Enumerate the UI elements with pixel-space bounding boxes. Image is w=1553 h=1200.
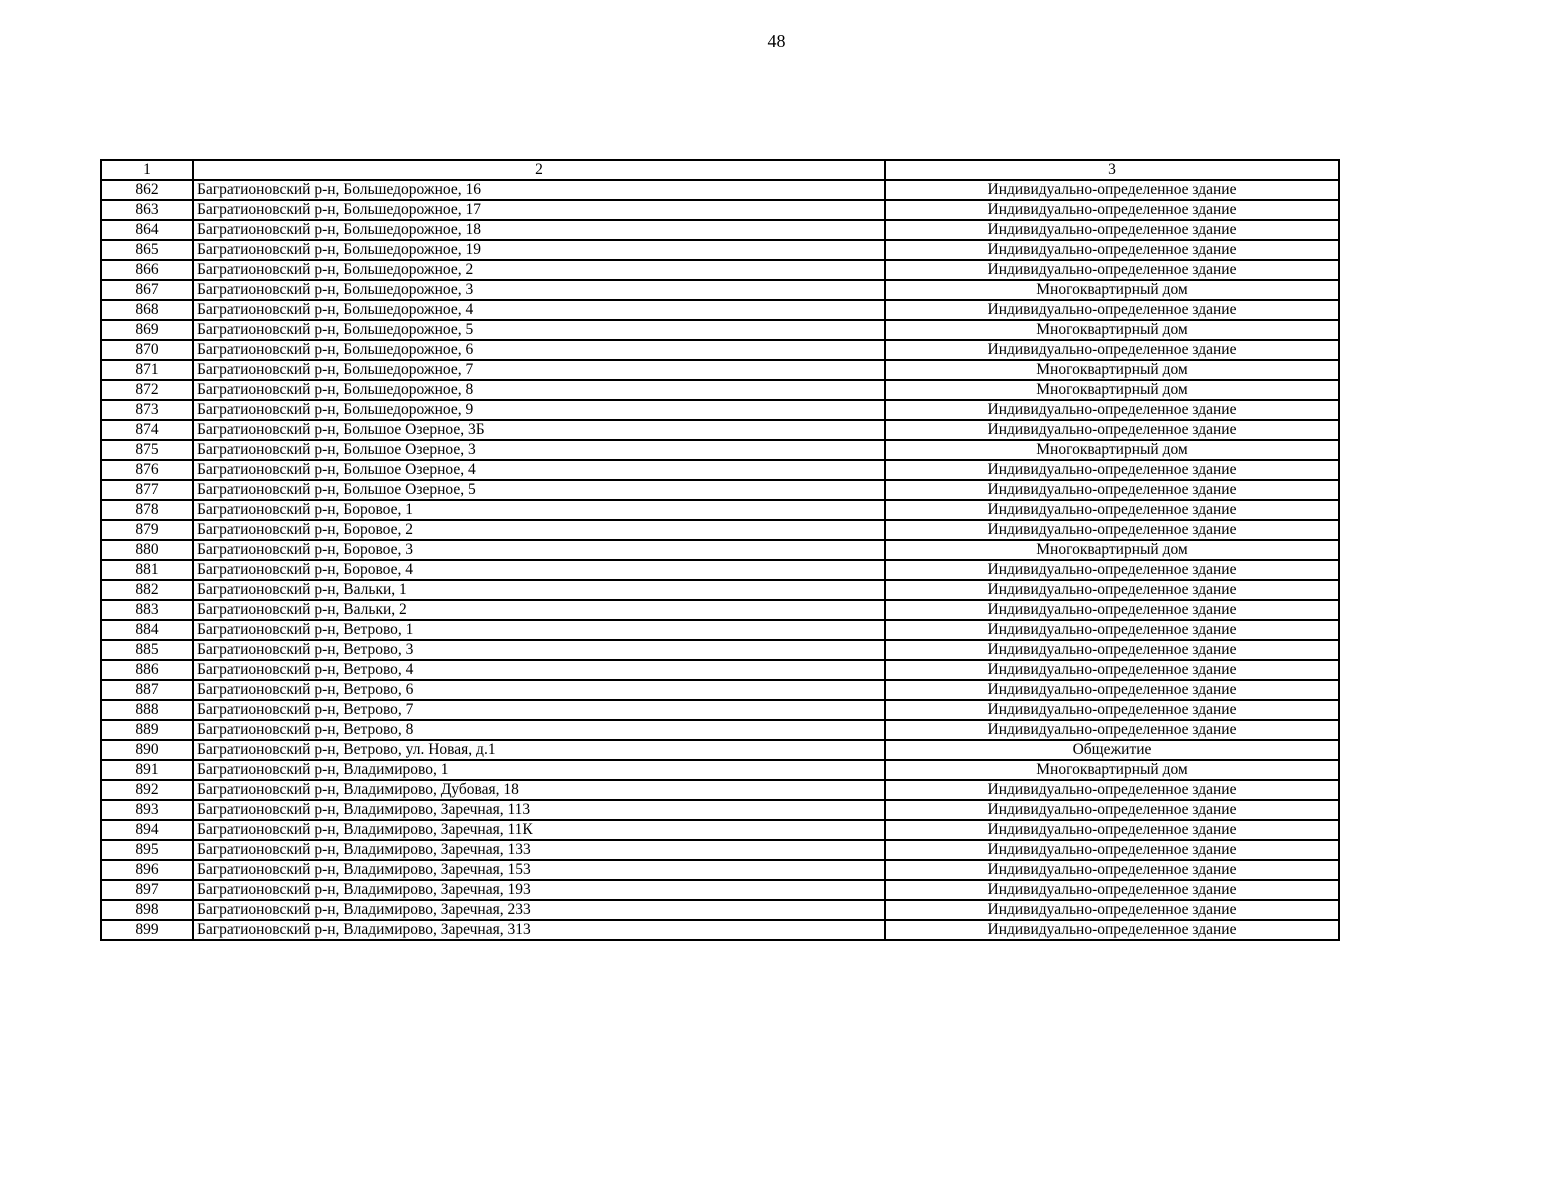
row-number-cell: 890 <box>101 740 193 760</box>
building-type-cell: Индивидуально-определенное здание <box>885 700 1339 720</box>
address-cell: Багратионовский р-н, Ветрово, 1 <box>193 620 885 640</box>
row-number-cell: 868 <box>101 300 193 320</box>
table-row <box>101 640 1339 660</box>
row-number-cell: 864 <box>101 220 193 240</box>
row-number-cell: 884 <box>101 620 193 640</box>
table-row <box>101 180 1339 200</box>
address-cell: Багратионовский р-н, Большое Озерное, 4 <box>193 460 885 480</box>
table-row <box>101 440 1339 460</box>
address-cell: Багратионовский р-н, Большедорожное, 8 <box>193 380 885 400</box>
table-row <box>101 540 1339 560</box>
row-number-cell: 898 <box>101 900 193 920</box>
address-cell: Багратионовский р-н, Большедорожное, 17 <box>193 200 885 220</box>
column-header-3: 3 <box>885 160 1339 180</box>
table-row <box>101 860 1339 880</box>
building-type-cell: Индивидуально-определенное здание <box>885 680 1339 700</box>
row-number-cell: 886 <box>101 660 193 680</box>
building-type-cell: Индивидуально-определенное здание <box>885 900 1339 920</box>
row-number-cell: 873 <box>101 400 193 420</box>
address-cell: Багратионовский р-н, Ветрово, 6 <box>193 680 885 700</box>
row-number-cell: 862 <box>101 180 193 200</box>
building-type-cell: Индивидуально-определенное здание <box>885 640 1339 660</box>
row-number-cell: 870 <box>101 340 193 360</box>
address-cell: Багратионовский р-н, Владимирово, Заречная, 113 <box>193 800 885 820</box>
table-row <box>101 460 1339 480</box>
table-row <box>101 880 1339 900</box>
row-number-cell: 894 <box>101 820 193 840</box>
building-type-cell: Многоквартирный дом <box>885 540 1339 560</box>
table-row <box>101 760 1339 780</box>
row-number-cell: 876 <box>101 460 193 480</box>
table-row <box>101 200 1339 220</box>
building-type-cell: Индивидуально-определенное здание <box>885 820 1339 840</box>
table-row <box>101 720 1339 740</box>
address-cell: Багратионовский р-н, Ветрово, ул. Новая, д.1 <box>193 740 885 760</box>
building-type-cell: Индивидуально-определенное здание <box>885 720 1339 740</box>
building-type-cell: Многоквартирный дом <box>885 380 1339 400</box>
row-number-cell: 892 <box>101 780 193 800</box>
building-type-cell: Индивидуально-определенное здание <box>885 500 1339 520</box>
row-number-cell: 863 <box>101 200 193 220</box>
address-cell: Багратионовский р-н, Большедорожное, 9 <box>193 400 885 420</box>
page-number: 48 <box>767 31 786 51</box>
building-type-cell: Индивидуально-определенное здание <box>885 560 1339 580</box>
table-row <box>101 260 1339 280</box>
row-number-cell: 891 <box>101 760 193 780</box>
table-row <box>101 500 1339 520</box>
row-number-cell: 897 <box>101 880 193 900</box>
row-number-cell: 893 <box>101 800 193 820</box>
table-row <box>101 480 1339 500</box>
building-type-cell: Индивидуально-определенное здание <box>885 880 1339 900</box>
table-row <box>101 800 1339 820</box>
building-type-cell: Многоквартирный дом <box>885 320 1339 340</box>
address-cell: Багратионовский р-н, Большедорожное, 19 <box>193 240 885 260</box>
building-type-cell: Индивидуально-определенное здание <box>885 800 1339 820</box>
table-row <box>101 380 1339 400</box>
address-cell: Багратионовский р-н, Большедорожное, 7 <box>193 360 885 380</box>
row-number-cell: 874 <box>101 420 193 440</box>
address-cell: Багратионовский р-н, Боровое, 4 <box>193 560 885 580</box>
row-number-cell: 865 <box>101 240 193 260</box>
address-cell: Багратионовский р-н, Ветрово, 8 <box>193 720 885 740</box>
row-number-cell: 888 <box>101 700 193 720</box>
address-cell: Багратионовский р-н, Ветрово, 3 <box>193 640 885 660</box>
building-type-cell: Многоквартирный дом <box>885 440 1339 460</box>
address-cell: Багратионовский р-н, Вальки, 1 <box>193 580 885 600</box>
column-header-1: 1 <box>101 160 193 180</box>
address-cell: Багратионовский р-н, Владимирово, 1 <box>193 760 885 780</box>
building-type-cell: Индивидуально-определенное здание <box>885 300 1339 320</box>
table-row <box>101 560 1339 580</box>
row-number-cell: 875 <box>101 440 193 460</box>
row-number-cell: 887 <box>101 680 193 700</box>
address-cell: Багратионовский р-н, Ветрово, 4 <box>193 660 885 680</box>
building-type-cell: Индивидуально-определенное здание <box>885 460 1339 480</box>
building-type-cell: Индивидуально-определенное здание <box>885 180 1339 200</box>
table-row <box>101 280 1339 300</box>
address-cell: Багратионовский р-н, Большедорожное, 5 <box>193 320 885 340</box>
table-row <box>101 840 1339 860</box>
row-number-cell: 882 <box>101 580 193 600</box>
address-cell: Багратионовский р-н, Ветрово, 7 <box>193 700 885 720</box>
building-type-cell: Индивидуально-определенное здание <box>885 840 1339 860</box>
table-row <box>101 700 1339 720</box>
table-row <box>101 420 1339 440</box>
building-type-cell: Индивидуально-определенное здание <box>885 520 1339 540</box>
table-row <box>101 780 1339 800</box>
address-cell: Багратионовский р-н, Большедорожное, 16 <box>193 180 885 200</box>
table-row <box>101 220 1339 240</box>
table-row <box>101 520 1339 540</box>
row-number-cell: 889 <box>101 720 193 740</box>
address-cell: Багратионовский р-н, Большедорожное, 2 <box>193 260 885 280</box>
address-cell: Багратионовский р-н, Большедорожное, 18 <box>193 220 885 240</box>
address-cell: Багратионовский р-н, Владимирово, Заречная, 313 <box>193 920 885 940</box>
building-type-cell: Индивидуально-определенное здание <box>885 420 1339 440</box>
building-type-cell: Индивидуально-определенное здание <box>885 580 1339 600</box>
address-cell: Багратионовский р-н, Большое Озерное, 3Б <box>193 420 885 440</box>
table-row <box>101 240 1339 260</box>
table-row <box>101 580 1339 600</box>
row-number-cell: 880 <box>101 540 193 560</box>
building-type-cell: Индивидуально-определенное здание <box>885 620 1339 640</box>
address-cell: Багратионовский р-н, Большедорожное, 3 <box>193 280 885 300</box>
building-type-cell: Индивидуально-определенное здание <box>885 860 1339 880</box>
address-cell: Багратионовский р-н, Вальки, 2 <box>193 600 885 620</box>
row-number-cell: 878 <box>101 500 193 520</box>
table-row <box>101 620 1339 640</box>
building-type-cell: Индивидуально-определенное здание <box>885 220 1339 240</box>
address-cell: Багратионовский р-н, Владимирово, Дубовая, 18 <box>193 780 885 800</box>
table-row <box>101 400 1339 420</box>
row-number-cell: 872 <box>101 380 193 400</box>
table-row <box>101 360 1339 380</box>
row-number-cell: 895 <box>101 840 193 860</box>
table-row <box>101 900 1339 920</box>
row-number-cell: 896 <box>101 860 193 880</box>
table-row <box>101 820 1339 840</box>
registry-table <box>100 159 1340 941</box>
address-cell: Багратионовский р-н, Боровое, 1 <box>193 500 885 520</box>
row-number-cell: 881 <box>101 560 193 580</box>
table-row <box>101 300 1339 320</box>
building-type-cell: Индивидуально-определенное здание <box>885 920 1339 940</box>
building-type-cell: Индивидуально-определенное здание <box>885 600 1339 620</box>
address-cell: Багратионовский р-н, Большедорожное, 6 <box>193 340 885 360</box>
building-type-cell: Индивидуально-определенное здание <box>885 660 1339 680</box>
address-cell: Багратионовский р-н, Боровое, 3 <box>193 540 885 560</box>
row-number-cell: 877 <box>101 480 193 500</box>
building-type-cell: Индивидуально-определенное здание <box>885 480 1339 500</box>
row-number-cell: 867 <box>101 280 193 300</box>
address-cell: Багратионовский р-н, Владимирово, Заречная, 11К <box>193 820 885 840</box>
registry-table-body <box>101 160 1339 940</box>
row-number-cell: 869 <box>101 320 193 340</box>
row-number-cell: 879 <box>101 520 193 540</box>
address-cell: Багратионовский р-н, Большедорожное, 4 <box>193 300 885 320</box>
table-row <box>101 320 1339 340</box>
row-number-cell: 866 <box>101 260 193 280</box>
building-type-cell: Индивидуально-определенное здание <box>885 400 1339 420</box>
building-type-cell: Индивидуально-определенное здание <box>885 780 1339 800</box>
table-row <box>101 340 1339 360</box>
row-number-cell: 883 <box>101 600 193 620</box>
building-type-cell: Многоквартирный дом <box>885 280 1339 300</box>
table-row <box>101 680 1339 700</box>
row-number-cell: 871 <box>101 360 193 380</box>
address-cell: Багратионовский р-н, Боровое, 2 <box>193 520 885 540</box>
address-cell: Багратионовский р-н, Владимирово, Заречная, 233 <box>193 900 885 920</box>
building-type-cell: Индивидуально-определенное здание <box>885 240 1339 260</box>
address-cell: Багратионовский р-н, Большое Озерное, 3 <box>193 440 885 460</box>
building-type-cell: Многоквартирный дом <box>885 760 1339 780</box>
building-type-cell: Общежитие <box>885 740 1339 760</box>
row-number-cell: 899 <box>101 920 193 940</box>
building-type-cell: Индивидуально-определенное здание <box>885 340 1339 360</box>
column-header-2: 2 <box>193 160 885 180</box>
table-row <box>101 740 1339 760</box>
table-row <box>101 660 1339 680</box>
table-row <box>101 920 1339 940</box>
address-cell: Багратионовский р-н, Владимирово, Заречная, 153 <box>193 860 885 880</box>
table-row <box>101 600 1339 620</box>
row-number-cell: 885 <box>101 640 193 660</box>
building-type-cell: Многоквартирный дом <box>885 360 1339 380</box>
building-type-cell: Индивидуально-определенное здание <box>885 260 1339 280</box>
table-header-row <box>101 160 1339 180</box>
address-cell: Багратионовский р-н, Владимирово, Заречная, 133 <box>193 840 885 860</box>
building-type-cell: Индивидуально-определенное здание <box>885 200 1339 220</box>
address-cell: Багратионовский р-н, Владимирово, Заречная, 193 <box>193 880 885 900</box>
address-cell: Багратионовский р-н, Большое Озерное, 5 <box>193 480 885 500</box>
